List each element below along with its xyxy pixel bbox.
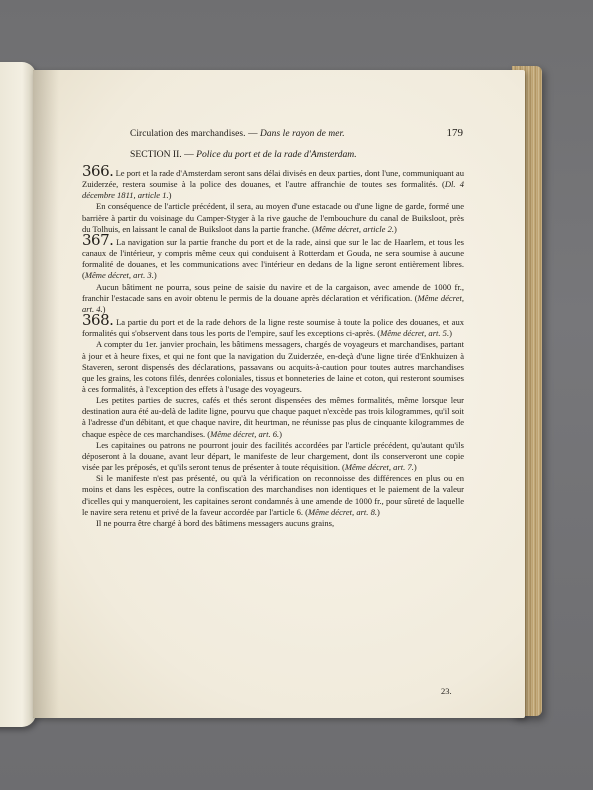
article-367: 367. La navigation sur la partie franche du port et de la rade, ainsi que sur le lac de Haarlem, et tous les canaux de l'intérieur, y compris même ceux qui conduisent à Rotterdam et Gouda, ne sera soumise à aucune formalité de douanes, et les communications avec l'intérieur en dedans de la ligne seront entièrement libres. (Même décret, art. 3.) — [82, 230, 464, 281]
running-head-title: Circulation des marchandises. — Dans le rayon de mer. — [130, 129, 345, 139]
article-366: 366. Le port et la rade d'Amsterdam seront sans délai divisés en deux parties, dont l'une, communiquant au Zuiderzée, restera soumise à la police des douanes, et l'autre affranchie de toutes ses formalités. (Dl. 4 décembre 1811, article 1.) — [82, 162, 464, 201]
paragraph: Aucun bâtiment ne pourra, sous peine de saisie du navire et de la cargaison, avec amende de 1000 fr., franchir l'estacade sans en avoir obtenu le permis de la douane après déclaration et vérification. (Même décret, art. 4.) — [82, 281, 464, 314]
body-text — [82, 162, 465, 529]
article-368: 368. La partie du port et de la rade dehors de la ligne reste soumise à toute la police des douanes, et aux formalités qui s'observent dans tous les ports de l'empire, sauf les exceptions ci-après. (Même décret, art. 5.) — [82, 311, 465, 339]
paragraph: Il ne pourra être chargé à bord des bâtimens messagers aucuns grains, — [96, 517, 335, 528]
gutter-shadow — [33, 70, 59, 718]
running-head — [130, 127, 463, 139]
paragraph: Les capitaines ou patrons ne pourront jouir des facilités accordées par l'article précédent, qu'autant qu'ils déposeront à la douane, avant leur départ, le manifeste de leur chargement, dont ils conserveront une copie visée par les préposés, et qu'ils seront tenus de présenter à toute réquisition. (Même décret, art. 7.) — [82, 439, 464, 473]
paragraph: En conséquence de l'article précédent, il sera, au moyen d'une estacade ou d'une ligne de garde, formé une barrière à partir du voisinage du Camper-Styger à la rive gauche de l'embouchure du canal de Buiksloot, près du Tolhuis, en laissant le canal de Buiksloot dans la partie franche. (Même décret, article 2.) — [82, 201, 464, 234]
facing-page-edge — [0, 62, 36, 727]
paragraph: Les petites parties de sucres, cafés et thés seront dispensées des mêmes formalités, même lorsque leur destination aura été au-delà de ladite ligne, pourvu que chaque paquet n'excède pas trois kilogrammes, qu'il soit à l'adresse d'un débitant, et que chaque navire, dit heurtman, ne réunisse pas plus de cinquante kilogrammes de chaque espèce de ces marchandises. (Même décret, art. 6.) — [82, 395, 464, 439]
section-heading: SECTION II. — Police du port et de la rade d'Amsterdam. — [130, 149, 357, 160]
page-number: 179 — [446, 127, 463, 139]
signature-mark: 23. — [441, 686, 452, 696]
paragraph: Si le manifeste n'est pas présenté, ou qu'à la vérification on reconnoisse des différences en plus ou en moins et dans les espèces, outre la confiscation des marchandises non identiques et le paiement de la valeur d'icelles qui y manqueroient, les capitaines seront condamnés à une amende de 1000 fr., pour sûreté de laquelle le navire sera retenu et privé de la faveur accordée par l'article 6. (Même décret, art. 8.) — [82, 473, 464, 517]
paragraph: A compter du 1er. janvier prochain, les bâtimens messagers, chargés de voyageurs et marchandises, partant à jour et à heure fixes, et qui ne font que la navigation du Zuiderzée, en-deçà d'une ligne tirée d'Enkhuizen à Staveren, seront dispensés des déclarations, passavans ou acquits-à-caution pour toutes autres marchandises que les grains, les cotons filés, denrées coloniales, tissus et bonneteries de laine et coton, qui resteront soumises à ces formalités, à l'exception des effets à l'usage des voyageurs. — [82, 339, 464, 394]
